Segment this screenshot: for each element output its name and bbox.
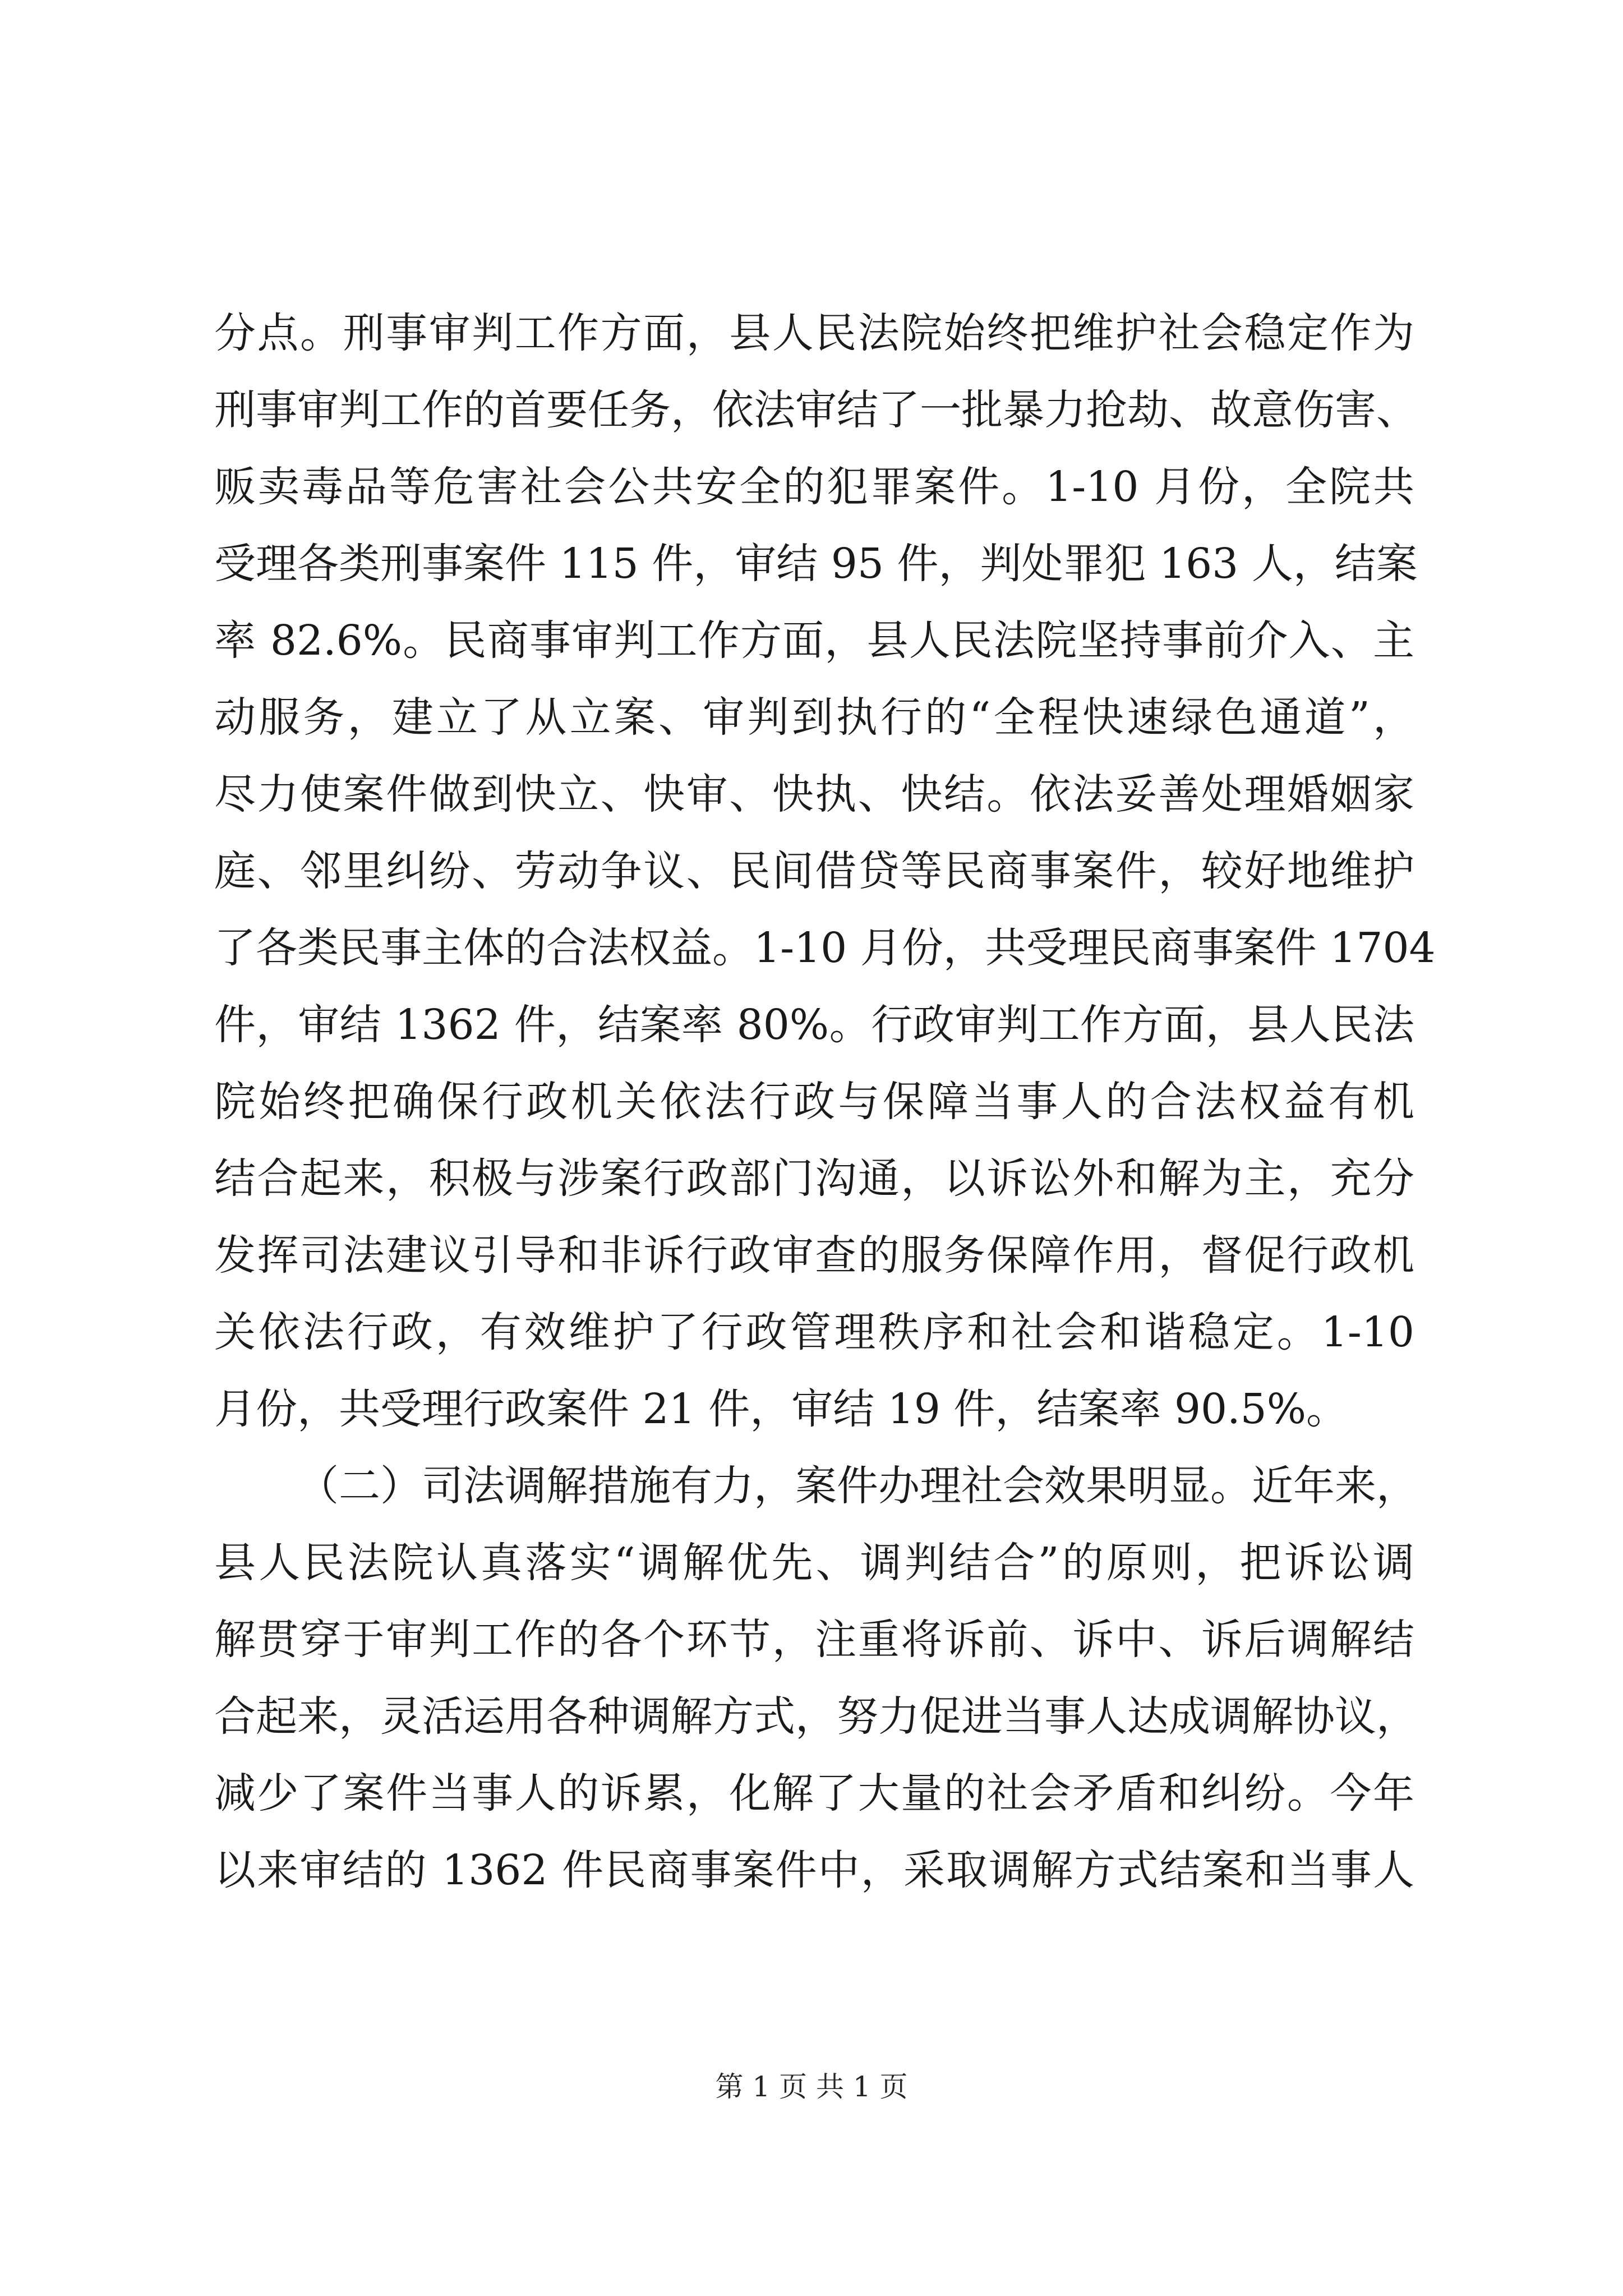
paragraph-1-line: 发挥司法建议引导和非诉行政审查的服务保障作用，督促行政机: [214, 1231, 1414, 1280]
paragraph-2-line: 县人民法院认真落实“调解优先、调判结合”的原则，把诉讼调: [214, 1539, 1414, 1587]
paragraph-1-line: 月份，共受理行政案件 21 件，审结 19 件，结案率 90.5%。: [214, 1385, 1348, 1433]
paragraph-1-line: 分点。刑事审判工作方面，县人民法院始终把维护社会稳定作为: [214, 309, 1414, 357]
paragraph-1-line: 件，审结 1362 件，结案率 80%。行政审判工作方面，县人民法: [214, 1001, 1414, 1049]
paragraph-1-line: 贩卖毒品等危害社会公共安全的犯罪案件。1-10 月份，全院共: [214, 463, 1414, 511]
paragraph-1-line: 结合起来，积极与涉案行政部门沟通，以诉讼外和解为主，充分: [214, 1154, 1414, 1203]
paragraph-2-line: （二）司法调解措施有力，案件办理社会效果明显。近年来，: [297, 1462, 1418, 1510]
paragraph-2-line: 合起来，灵活运用各种调解方式，努力促进当事人达成调解协议，: [214, 1692, 1418, 1741]
paragraph-1-line: 率 82.6%。民商事审判工作方面，县人民法院坚持事前介入、主: [214, 616, 1414, 665]
paragraph-2-line: 减少了案件当事人的诉累，化解了大量的社会矛盾和纠纷。今年: [214, 1769, 1414, 1818]
paragraph-1-line: 庭、邻里纠纷、劳动争议、民间借贷等民商事案件，较好地维护: [214, 847, 1414, 895]
paragraph-1-line: 动服务，建立了从立案、审判到执行的“全程快速绿色通道”，: [214, 693, 1414, 742]
paragraph-2-line: 以来审结的 1362 件民商事案件中，采取调解方式结案和当事人: [214, 1846, 1414, 1894]
page-number-label: 第 1 页 共 1 页: [715, 2070, 908, 2103]
paragraph-1-line: 尽力使案件做到快立、快审、快执、快结。依法妥善处理婚姻家: [214, 770, 1414, 818]
paragraph-1-line: 院始终把确保行政机关依法行政与保障当事人的合法权益有机: [214, 1078, 1414, 1126]
page-footer: [0, 2067, 1623, 2106]
paragraph-1-line: 刑事审判工作的首要任务，依法审结了一批暴力抢劫、故意伤害、: [214, 386, 1418, 434]
paragraph-1-line: 了各类民事主体的合法权益。1-10 月份，共受理民商事案件 1704: [214, 924, 1436, 972]
document-body: [214, 295, 1436, 1909]
paragraph-2-line: 解贯穿于审判工作的各个环节，注重将诉前、诉中、诉后调解结: [214, 1616, 1414, 1664]
paragraph-1-line: 关依法行政，有效维护了行政管理秩序和社会和谐稳定。1-10: [214, 1308, 1414, 1356]
paragraph-1-line: 受理各类刑事案件 115 件，审结 95 件，判处罪犯 163 人，结案: [214, 540, 1418, 588]
